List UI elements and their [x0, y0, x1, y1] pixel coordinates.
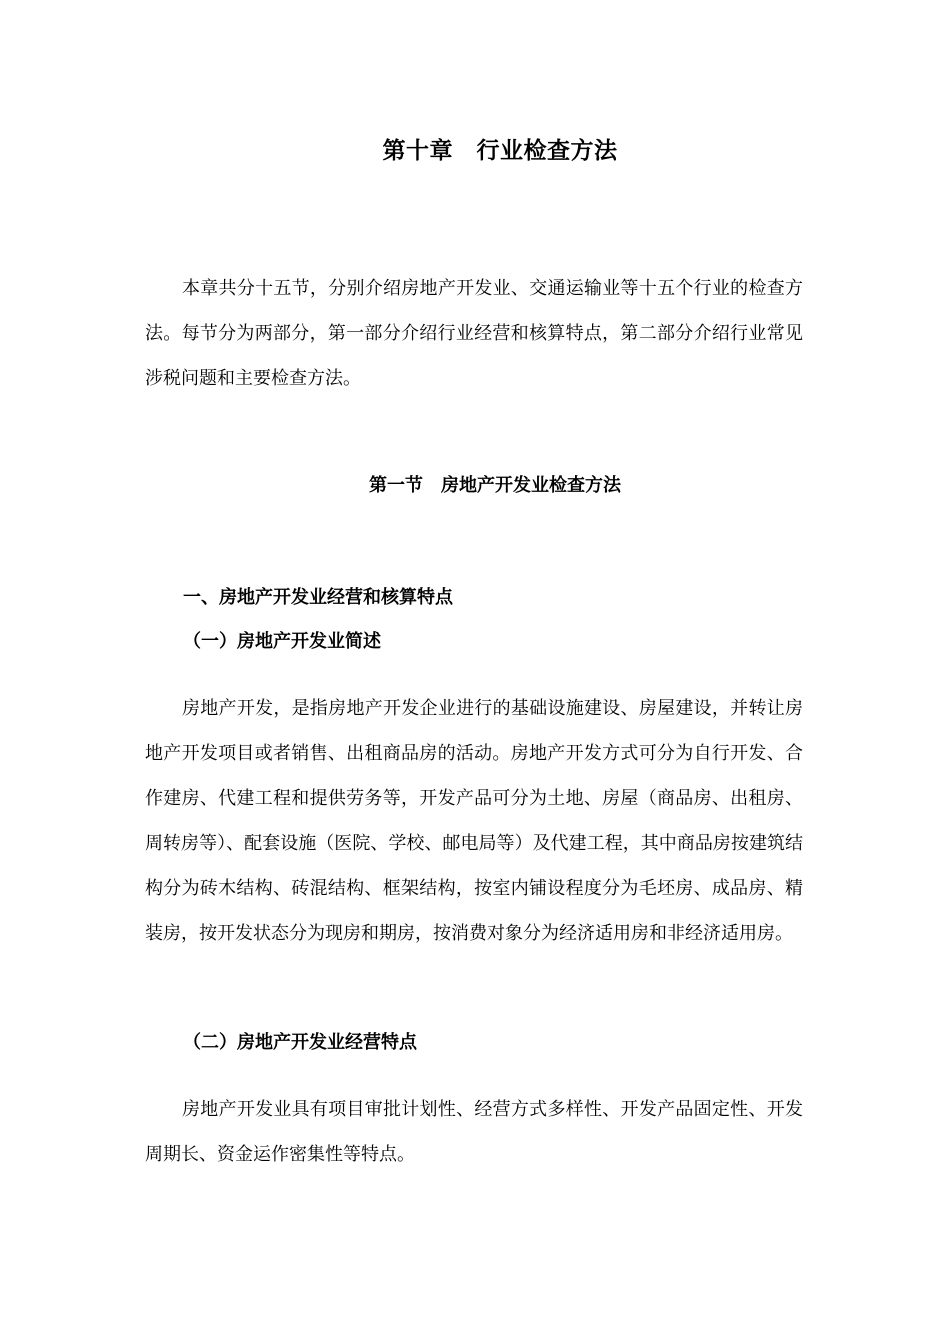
chapter-title: 第十章 行业检查方法	[382, 138, 618, 164]
subheading-overview: （一）房地产开发业简述	[183, 631, 381, 652]
section-title: 第一节 房地产开发业检查方法	[369, 475, 621, 496]
subheading-business-features: （二）房地产开发业经营特点	[183, 1032, 417, 1053]
overview-paragraph: 房地产开发，是指房地产开发企业进行的基础设施建设、房屋建设，并转让房地产开发项目或者销售、出租商品房的活动。房地产开发方式可分为自行开发、合作建房、代建工程和提供劳务等，开发产品可分为土地、房屋（商品房、出租房、周转房等）、配套设施（医院、学校、邮电局等）及代建工程，其中商品房按建筑结构分为砖木结构、砖混结构、框架结构，按室内铺设程度分为毛坯房、成品房、精装房，按开发状态分为现房和期房，按消费对象分为经济适用房和非经济适用房。	[145, 698, 803, 944]
business-features-paragraph: 房地产开发业具有项目审批计划性、经营方式多样性、开发产品固定性、开发周期长、资金运作密集性等特点。	[145, 1099, 803, 1165]
heading-operations-accounting: 一、房地产开发业经营和核算特点	[183, 587, 453, 608]
chapter-intro-paragraph: 本章共分十五节，分别介绍房地产开发业、交通运输业等十五个行业的检查方法。每节分为两部分，第一部分介绍行业经营和核算特点，第二部分介绍行业常见涉税问题和主要检查方法。	[145, 278, 803, 389]
